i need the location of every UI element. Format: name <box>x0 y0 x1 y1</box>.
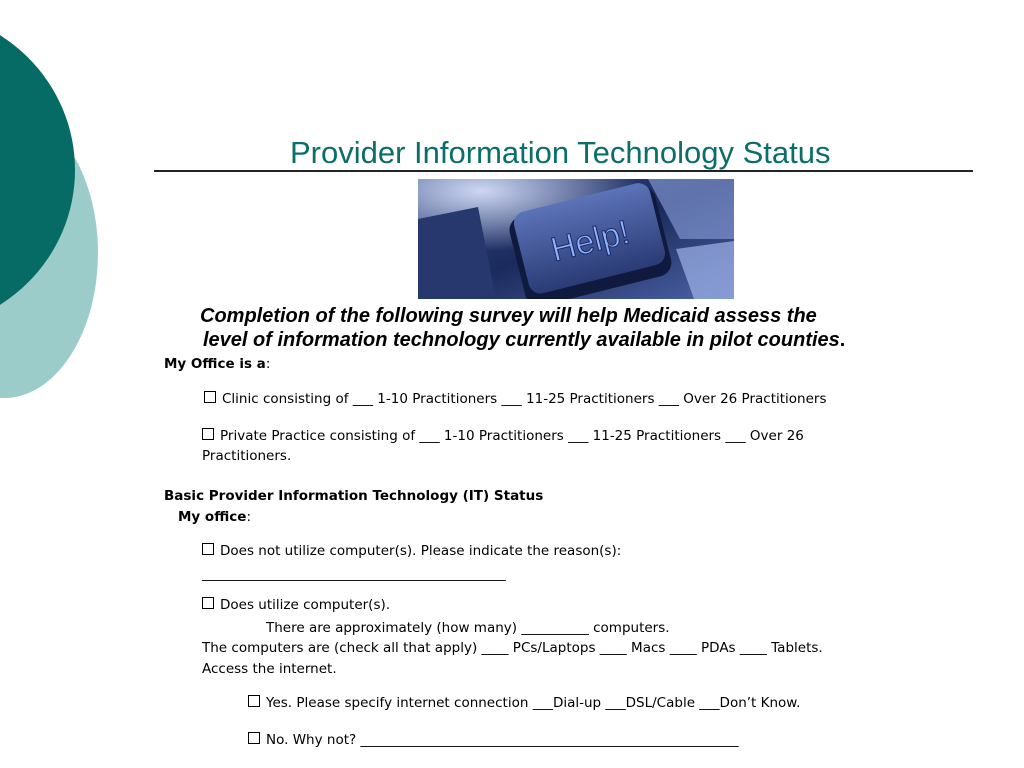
internet-access-line: Access the internet. <box>202 661 337 677</box>
uses-computers-checkbox[interactable] <box>202 597 214 609</box>
clinic-option <box>204 389 826 409</box>
internet-no-checkbox[interactable] <box>248 732 260 744</box>
internet-no-option <box>248 730 738 750</box>
survey-intro <box>200 304 990 352</box>
internet-yes-label: Yes. Please specify internet connection ___Dial-up ___DSL/Cable ___Don’t Know. <box>266 695 801 711</box>
it-status-heading: Basic Provider Information Technology (IT) Status <box>164 488 544 504</box>
private-practice-label-line1: Private Practice consisting of ___ 1-10 Practitioners ___ 11-25 Practitioners ___ Over 26 <box>220 428 804 444</box>
computer-count-line: There are approximately (how many) __________ computers. <box>266 620 670 636</box>
private-practice-option <box>202 426 804 446</box>
clinic-label: Clinic consisting of ___ 1-10 Practitioners ___ 11-25 Practitioners ___ Over 26 Practitioners <box>222 391 827 407</box>
intro-period: . <box>839 329 846 351</box>
uses-computers-label: Does utilize computer(s). <box>220 597 391 613</box>
intro-line-2: level of information technology currently available in pilot counties <box>203 329 840 351</box>
no-computers-label: Does not utilize computer(s). Please indicate the reason(s): <box>220 543 622 559</box>
internet-no-label: No. Why not? ________________________________________________________ <box>266 732 739 748</box>
no-computers-checkbox[interactable] <box>202 543 214 555</box>
help-key-label: Help! <box>547 213 634 270</box>
computer-types-line: The computers are (check all that apply) ____ PCs/Laptops ____ Macs ____ PDAs ____ Tablets. <box>202 640 823 656</box>
internet-yes-option <box>248 693 800 713</box>
no-computers-option <box>202 541 621 561</box>
internet-yes-checkbox[interactable] <box>248 695 260 707</box>
uses-computers-option <box>202 595 390 615</box>
clinic-checkbox[interactable] <box>204 391 216 403</box>
private-practice-label-line2: Practitioners. <box>202 448 292 464</box>
private-practice-checkbox[interactable] <box>202 428 214 440</box>
my-office-heading: My office: <box>178 509 251 525</box>
intro-line-1: Completion of the following survey will help Medicaid assess the <box>200 305 817 327</box>
help-keyboard-key-image <box>418 179 734 299</box>
slide-title: Provider Information Technology Status <box>290 135 831 170</box>
title-divider <box>154 170 973 172</box>
reason-blank-line[interactable]: _____________________________________________ <box>202 566 506 582</box>
office-type-heading: My Office is a: <box>164 356 271 372</box>
